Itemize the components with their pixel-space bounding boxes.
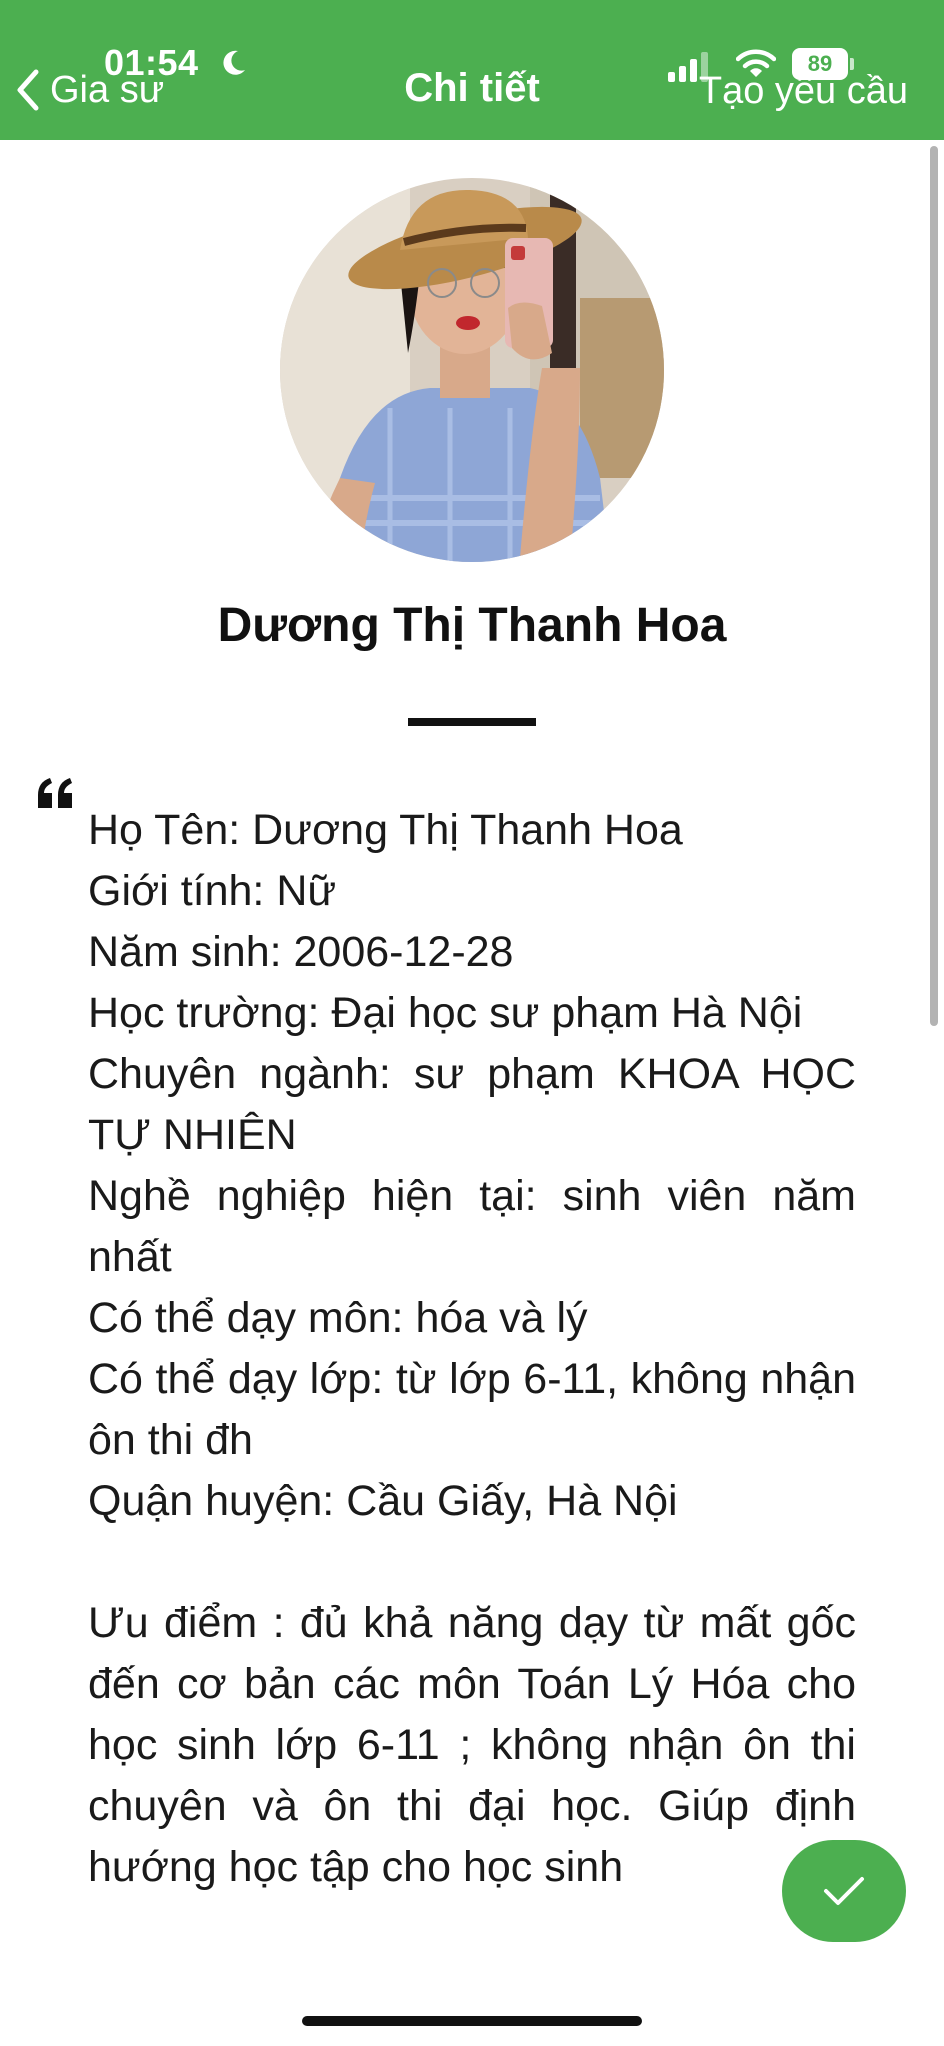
page-title: Chi tiết bbox=[404, 66, 540, 110]
scrollbar[interactable] bbox=[930, 146, 938, 1026]
chevron-left-icon bbox=[14, 68, 42, 112]
back-button[interactable] bbox=[14, 62, 164, 118]
status-time: 01:54 bbox=[104, 42, 199, 83]
bio-line-fullname: Họ Tên: Dương Thị Thanh Hoa bbox=[88, 806, 683, 854]
profile-photo bbox=[280, 178, 664, 562]
create-request-button[interactable]: Tạo yêu cầu bbox=[698, 70, 908, 112]
tutor-name: Dương Thị Thanh Hoa bbox=[217, 599, 727, 652]
avatar bbox=[280, 178, 664, 562]
bio-spacer bbox=[88, 1532, 856, 1593]
bio-line-major: Chuyên ngành: sư phạm KHOA HỌC TỰ NHIÊN bbox=[88, 1050, 856, 1159]
bio-line-grades: Có thể dạy lớp: từ lớp 6-11, không nhận ôn thi đh bbox=[88, 1355, 856, 1464]
bio-line-district: Quận huyện: Cầu Giấy, Hà Nội bbox=[88, 1477, 678, 1525]
check-icon bbox=[822, 1873, 866, 1909]
quote-icon bbox=[36, 778, 76, 808]
tutor-bio bbox=[88, 800, 856, 1898]
confirm-button[interactable] bbox=[782, 1840, 906, 1942]
battery-level: 89 bbox=[792, 48, 848, 80]
divider bbox=[408, 718, 536, 726]
home-indicator[interactable] bbox=[302, 2016, 642, 2026]
bio-strengths: Ưu điểm : đủ khả năng dạy từ mất gốc đến cơ bản các môn Toán Lý Hóa cho học sinh lớp 6-11 ; không nhận ôn thi chuyên và ôn thi đại học. Giúp định hướng học tập cho học sinh bbox=[88, 1599, 856, 1891]
bio-line-school: Học trường: Đại học sư phạm Hà Nội bbox=[88, 989, 803, 1037]
bio-line-gender: Giới tính: Nữ bbox=[88, 867, 337, 915]
bio-line-birthdate: Năm sinh: 2006-12-28 bbox=[88, 928, 514, 976]
battery-tip bbox=[850, 58, 854, 70]
bio-line-subjects: Có thể dạy môn: hóa và lý bbox=[88, 1294, 588, 1342]
bio-line-occupation: Nghề nghiệp hiện tại: sinh viên năm nhất bbox=[88, 1172, 856, 1281]
back-label: Gia sư bbox=[50, 68, 165, 111]
moon-icon bbox=[218, 48, 248, 78]
nav-header bbox=[0, 0, 944, 140]
